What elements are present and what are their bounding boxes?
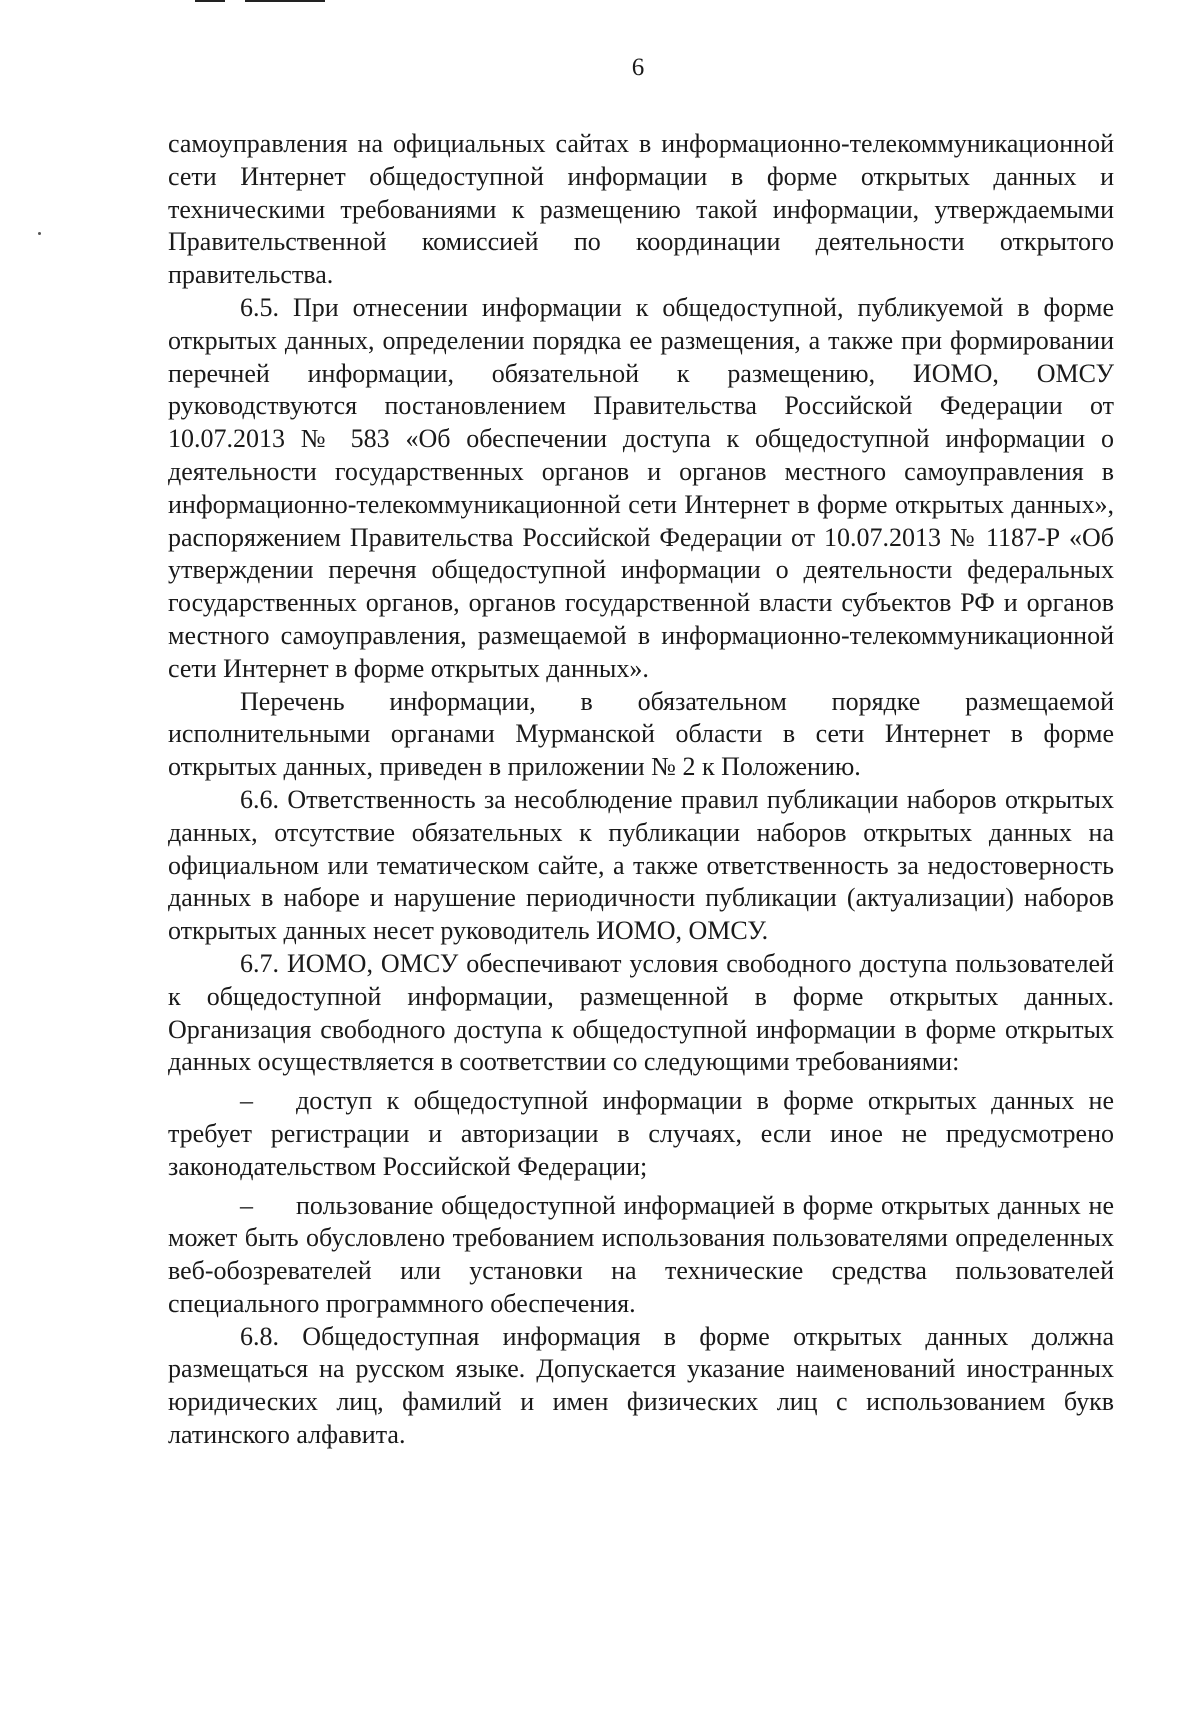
page-number: 6 xyxy=(631,54,645,81)
list-item-text: доступ к общедоступной информации в форме открытых данных не требует регистрации и авторизации в случаях, если иное не предусмотрено законодательством Российской Федерации; xyxy=(168,1086,1114,1181)
scan-dot xyxy=(38,232,41,235)
document-body xyxy=(168,128,1114,1452)
paragraph-6-5: 6.5. При отнесении информации к общедоступной, публикуемой в форме открытых данных, определении порядка ее размещения, а также при формировании перечней информации, обязательной к размещению, ИОМО, ОМСУ руководствуются постановлением Правительства Российской Федерации от 10.07.2013 № 583 «Об обеспечении доступа к общедоступной информации о деятельности государственных органов и органов местного самоуправления в информационно-телекоммуникационной сети Интернет в форме открытых данных», распоряжением Правительства Российской Федерации от 10.07.2013 № 1187-Р «Об утверждении перечня общедоступной информации о деятельности федеральных государственных органов, органов государственной власти субъектов РФ и органов местного самоуправления, размещаемой в информационно-телекоммуникационной сети Интернет в форме открытых данных». xyxy=(168,292,1114,683)
list-item-text: пользование общедоступной информацией в форме открытых данных не может быть обусловлено требованием использования пользователями определенных веб-обозревателей или установки на технические средства пользователей специального программного обеспечения. xyxy=(168,1190,1114,1318)
paragraph-list-reference: Перечень информации, в обязательном порядке размещаемой исполнительными органами Мурманской области в сети Интернет в форме открытых данных, приведен в приложении № 2 к Положению. xyxy=(168,686,1114,782)
dash-marker: – xyxy=(240,1190,253,1220)
paragraph-continuation: самоуправления на официальных сайтах в информационно-телекоммуникационной сети Интернет общедоступной информации в форме открытых данных и техническими требованиями к размещению такой информации, утверждаемыми Правительственной комиссией по координации деятельности открытого правительства. xyxy=(168,129,1114,290)
scan-artifact xyxy=(195,0,355,3)
dash-marker: – xyxy=(240,1086,253,1116)
paragraph-6-7: 6.7. ИОМО, ОМСУ обеспечивают условия свободного доступа пользователей к общедоступной информации, размещенной в форме открытых данных. Организация свободного доступа к общедоступной информации в форме открытых данных осуществляется в соответствии со следующими требованиями: xyxy=(168,948,1114,1077)
list-item-browsers xyxy=(168,1190,1114,1321)
list-item-registration xyxy=(168,1085,1114,1183)
paragraph-6-6: 6.6. Ответственность за несоблюдение правил публикации наборов открытых данных, отсутствие обязательных к публикации наборов открытых данных на официальном или тематическом сайте, а также ответственность за недостоверность данных в наборе и нарушение периодичности публикации (актуализации) наборов открытых данных несет руководитель ИОМО, ОМСУ. xyxy=(168,784,1114,946)
paragraph-6-8: 6.8. Общедоступная информация в форме открытых данных должна размещаться на русском языке. Допускается указание наименований иностранных юридических лиц, фамилий и имен физических лиц с использованием букв латинского алфавита. xyxy=(168,1321,1114,1450)
